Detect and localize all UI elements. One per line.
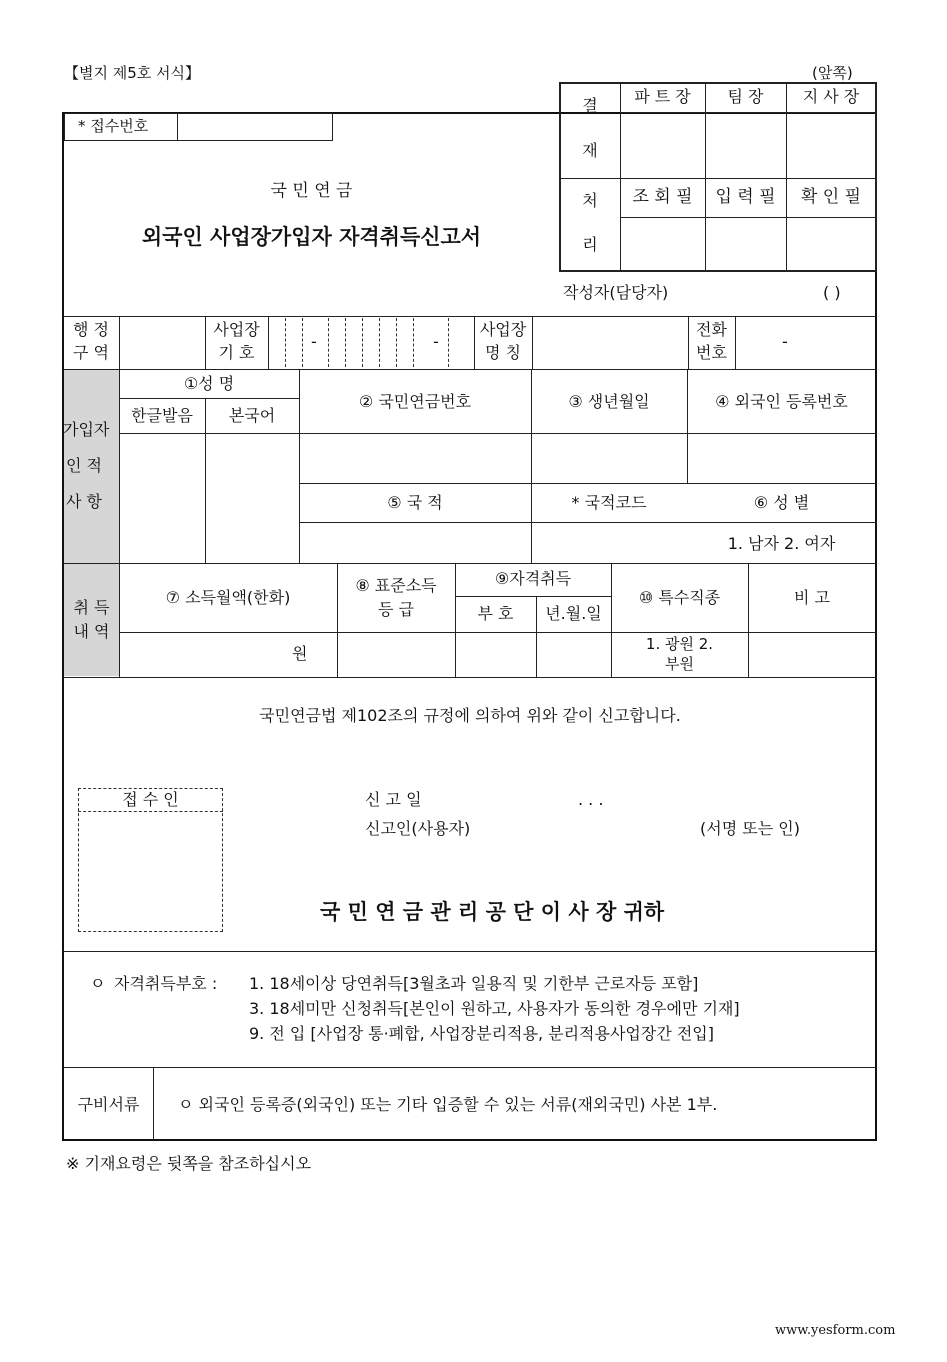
documents-text: ㅇ 외국인 등록증(외국인) 또는 기타 입증할 수 있는 서류(재외국민) 사본 1부. xyxy=(178,1095,718,1114)
nationality-code-field[interactable] xyxy=(533,524,686,562)
writer-paren: ( ) xyxy=(823,283,841,302)
won-unit: 원 xyxy=(292,644,308,663)
foreigner-reg-no-field[interactable] xyxy=(689,435,875,482)
qualification-code-label: 부 호 xyxy=(477,604,514,623)
footer-note: ※ 기재요령은 뒷쪽을 참조하십시오 xyxy=(66,1154,312,1173)
approval-label-2b: 리 xyxy=(582,235,598,254)
writer-name-field[interactable] xyxy=(700,280,815,306)
sign-cell-branch-head[interactable] xyxy=(788,114,875,177)
remarks-field[interactable] xyxy=(750,634,875,676)
qualification-date-field[interactable] xyxy=(538,634,610,676)
report-date-label: 신 고 일 xyxy=(365,790,422,809)
qualification-code-field[interactable] xyxy=(457,634,535,676)
admin-area-label-b: 구 역 xyxy=(73,343,109,362)
workplace-name-field[interactable] xyxy=(534,318,687,367)
notes-bullet: ㅇ xyxy=(90,974,106,993)
reception-stamp-area[interactable] xyxy=(80,813,221,930)
foreigner-reg-no-label: ④ 외국인 등록번호 xyxy=(715,392,848,411)
nationality-code-label: * 국적코드 xyxy=(571,493,647,512)
notes-line-1: 1. 18세이상 당연취득[3월초과 일용직 및 기한부 근로자등 포함] xyxy=(249,974,699,993)
special-job-label: ⑩ 특수직종 xyxy=(638,588,721,607)
workplace-name-label-b: 명 칭 xyxy=(485,343,521,362)
special-job-options-a[interactable]: 1. 광원 2. xyxy=(645,635,714,653)
korean-name-field[interactable] xyxy=(121,435,204,562)
workplace-symbol-label-b: 기 호 xyxy=(218,343,255,362)
birth-date-field[interactable] xyxy=(533,435,686,482)
member-section-label-c: 사 항 xyxy=(66,492,102,511)
workplace-name-label-a: 사업장 xyxy=(479,320,527,339)
notes-label: 자격취득부호 : xyxy=(114,974,218,993)
name-header: ①성 명 xyxy=(183,374,235,393)
sign-cell-team-leader[interactable] xyxy=(707,114,785,177)
symbol-dash-1: - xyxy=(311,332,317,351)
approval-label-1b: 재 xyxy=(582,141,598,160)
native-language-label: 본국어 xyxy=(228,406,276,425)
acquisition-section-label-b: 내 역 xyxy=(73,622,110,641)
page-title: 외국인 사업장가입자 자격취득신고서 xyxy=(141,225,482,249)
process-inquiry: 조 회 필 xyxy=(632,187,693,207)
pension-number-field[interactable] xyxy=(301,435,530,482)
phone-field[interactable] xyxy=(737,318,875,367)
report-date-dots[interactable]: . . . xyxy=(578,790,604,809)
admin-area-label-a: 행 정 xyxy=(73,320,109,339)
title-small: 국 민 연 금 xyxy=(270,181,353,201)
qualification-date-label: 년.월.일 xyxy=(545,604,602,623)
qualification-label: ⑨자격취득 xyxy=(494,569,572,588)
native-name-field[interactable] xyxy=(207,435,298,562)
approval-label-1a: 결 xyxy=(582,96,598,115)
birth-date-label: ③ 생년월일 xyxy=(568,392,650,411)
process-confirm: 확 인 필 xyxy=(800,187,862,207)
member-section-label-a: 가입자 xyxy=(63,420,110,439)
korean-pronunciation-label: 한글발음 xyxy=(131,406,193,425)
phone-label-a: 전화 xyxy=(696,320,727,339)
watermark: www.yesform.com xyxy=(775,1323,896,1338)
form-label: 【별지 제5호 서식】 xyxy=(64,64,201,82)
reception-label: 접 수 인 xyxy=(122,790,179,809)
notes-line-3: 9. 전 입 [사업장 통·폐합, 사업장분리적용, 분리적용사업장간 전입] xyxy=(249,1024,715,1043)
process-input: 입 력 필 xyxy=(715,187,776,207)
symbol-dash-2: - xyxy=(433,332,439,351)
monthly-income-field[interactable] xyxy=(121,634,301,676)
member-section-label-b: 인 적 xyxy=(66,456,102,475)
declaration-text: 국민연금법 제102조의 규정에 의하여 위와 같이 신고합니다. xyxy=(259,706,681,725)
signature-label: (서명 또는 인) xyxy=(700,819,800,838)
gender-options[interactable]: 1. 남자 2. 여자 xyxy=(727,534,836,553)
phone-label-b: 번호 xyxy=(696,343,727,362)
standard-grade-field[interactable] xyxy=(339,634,454,676)
gender-label: ⑥ 성 별 xyxy=(753,493,810,512)
reporter-name-field[interactable] xyxy=(495,816,695,842)
workplace-symbol-field[interactable] xyxy=(270,318,473,367)
approval-header-part-leader: 파 트 장 xyxy=(634,87,691,106)
approval-header-branch-head: 지 사 장 xyxy=(802,87,860,106)
receipt-number-field[interactable] xyxy=(179,115,331,139)
monthly-income-label: ⑦ 소득월액(한화) xyxy=(165,588,291,607)
admin-area-field[interactable] xyxy=(121,318,204,367)
reporter-label: 신고인(사용자) xyxy=(365,819,471,838)
addressee: 국 민 연 금 관 리 공 단 이 사 장 귀하 xyxy=(320,900,665,924)
page-side-label: (앞쪽) xyxy=(812,64,853,82)
nationality-label: ⑤ 국 적 xyxy=(387,493,443,512)
approval-header-team-leader: 팀 장 xyxy=(727,87,764,106)
sign-cell-part-leader[interactable] xyxy=(622,114,704,177)
special-job-options-b[interactable]: 부원 xyxy=(665,655,694,673)
acquisition-section-shade xyxy=(64,564,119,676)
nationality-field[interactable] xyxy=(301,524,530,562)
phone-dash: - xyxy=(782,332,788,351)
documents-label: 구비서류 xyxy=(77,1095,140,1114)
pension-number-label: ② 국민연금번호 xyxy=(358,392,472,411)
workplace-symbol-label-a: 사업장 xyxy=(213,320,260,339)
standard-grade-label-a: ⑧ 표준소득 xyxy=(355,576,437,595)
writer-label: 작성자(담당자) xyxy=(563,283,669,302)
standard-grade-label-b: 등 급 xyxy=(378,600,414,619)
notes-line-2: 3. 18세미만 신청취득[본인이 원하고, 사용자가 동의한 경우에만 기재] xyxy=(249,999,740,1018)
approval-label-2a: 처 xyxy=(582,191,598,210)
acquisition-section-label-a: 취 득 xyxy=(73,598,110,617)
remarks-label: 비 고 xyxy=(794,588,830,607)
receipt-number-label: * 접수번호 xyxy=(78,117,149,135)
